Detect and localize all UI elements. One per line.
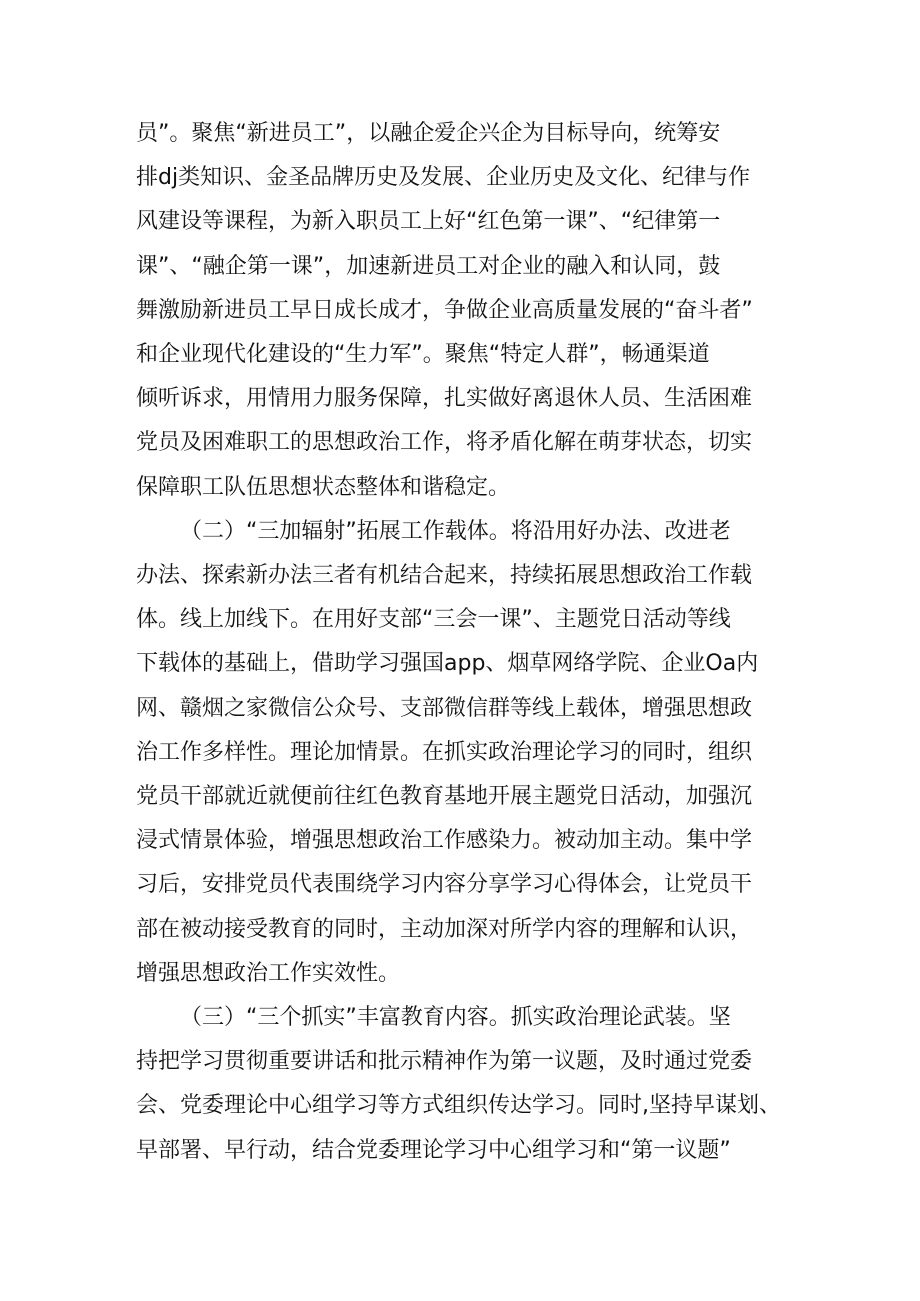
- text-line: 部在被动接受教育的同时，主动加深对所学内容的理解和认识，: [136, 916, 753, 942]
- text-line: 舞激励新进员工早日成长成才，争做企业高质量发展的“奋斗者”: [136, 297, 753, 323]
- text-line: 课”、“融企第一课”，加速新进员工对企业的融入和认同，鼓: [136, 253, 721, 279]
- text-line: （二）“三加辐射”拓展工作载体。将沿用好办法、改进老: [180, 518, 731, 544]
- text-line: 习后，安排党员代表围绕学习内容分享学习心得体会，让党员干: [136, 872, 753, 898]
- text-line: 体。线上加线下。在用好支部“三会一课”、主题党日活动等线: [136, 607, 731, 633]
- paragraph-3: [136, 996, 796, 1173]
- text-line: 增强思想政治工作实效性。: [136, 960, 401, 986]
- text-line: 早部署、早行动，结合党委理论学习中心组学习和“第一议题”: [136, 1137, 731, 1163]
- text-line: 和企业现代化建设的“生力军”。聚焦“特定人群”，畅通渠道: [136, 342, 710, 368]
- text-line: 会、党委理论中心组学习等方式组织传达学习。同时,坚持早谋划、: [136, 1093, 781, 1119]
- text-line: 网、赣烟之家微信公众号、支部微信群等线上载体，增强思想政: [136, 695, 753, 721]
- paragraph-1: [136, 112, 796, 510]
- text-line: 办法、探索新办法三者有机结合起来，持续拓展思想政治工作载: [136, 563, 753, 589]
- paragraph-2: [136, 510, 796, 996]
- text-line: 持把学习贯彻重要讲话和批示精神作为第一议题，及时通过党委: [136, 1049, 753, 1075]
- text-line: 党员及困难职工的思想政治工作，将矛盾化解在萌芽状态，切实: [136, 430, 753, 456]
- text-line: 下载体的基础上，借助学习强国app、烟草网络学院、企业Oa内: [136, 651, 759, 677]
- text-line: 浸式情景体验，增强思想政治工作感染力。被动加主动。集中学: [136, 828, 753, 854]
- text-line: 风建设等课程，为新入职员工上好“红色第一课”、“纪律第一: [136, 209, 721, 235]
- document-body: [136, 112, 796, 1173]
- text-line: 倾听诉求，用情用力服务保障，扎实做好离退休人员、生活困难: [136, 386, 753, 412]
- text-line: 排dj类知识、金圣品牌历史及发展、企业历史及文化、纪律与作: [136, 165, 751, 191]
- text-line: 保障职工队伍思想状态整体和谐稳定。: [136, 474, 511, 500]
- text-line: 党员干部就近就便前往红色教育基地开展主题党日活动，加强沉: [136, 784, 753, 810]
- text-line: 员”。聚焦“新进员工”，以融企爱企兴企为目标导向，统筹安: [136, 121, 721, 146]
- text-line: 治工作多样性。理论加情景。在抓实政治理论学习的同时，组织: [136, 739, 753, 765]
- text-line: （三）“三个抓实”丰富教育内容。抓实政治理论武装。坚: [180, 1005, 731, 1031]
